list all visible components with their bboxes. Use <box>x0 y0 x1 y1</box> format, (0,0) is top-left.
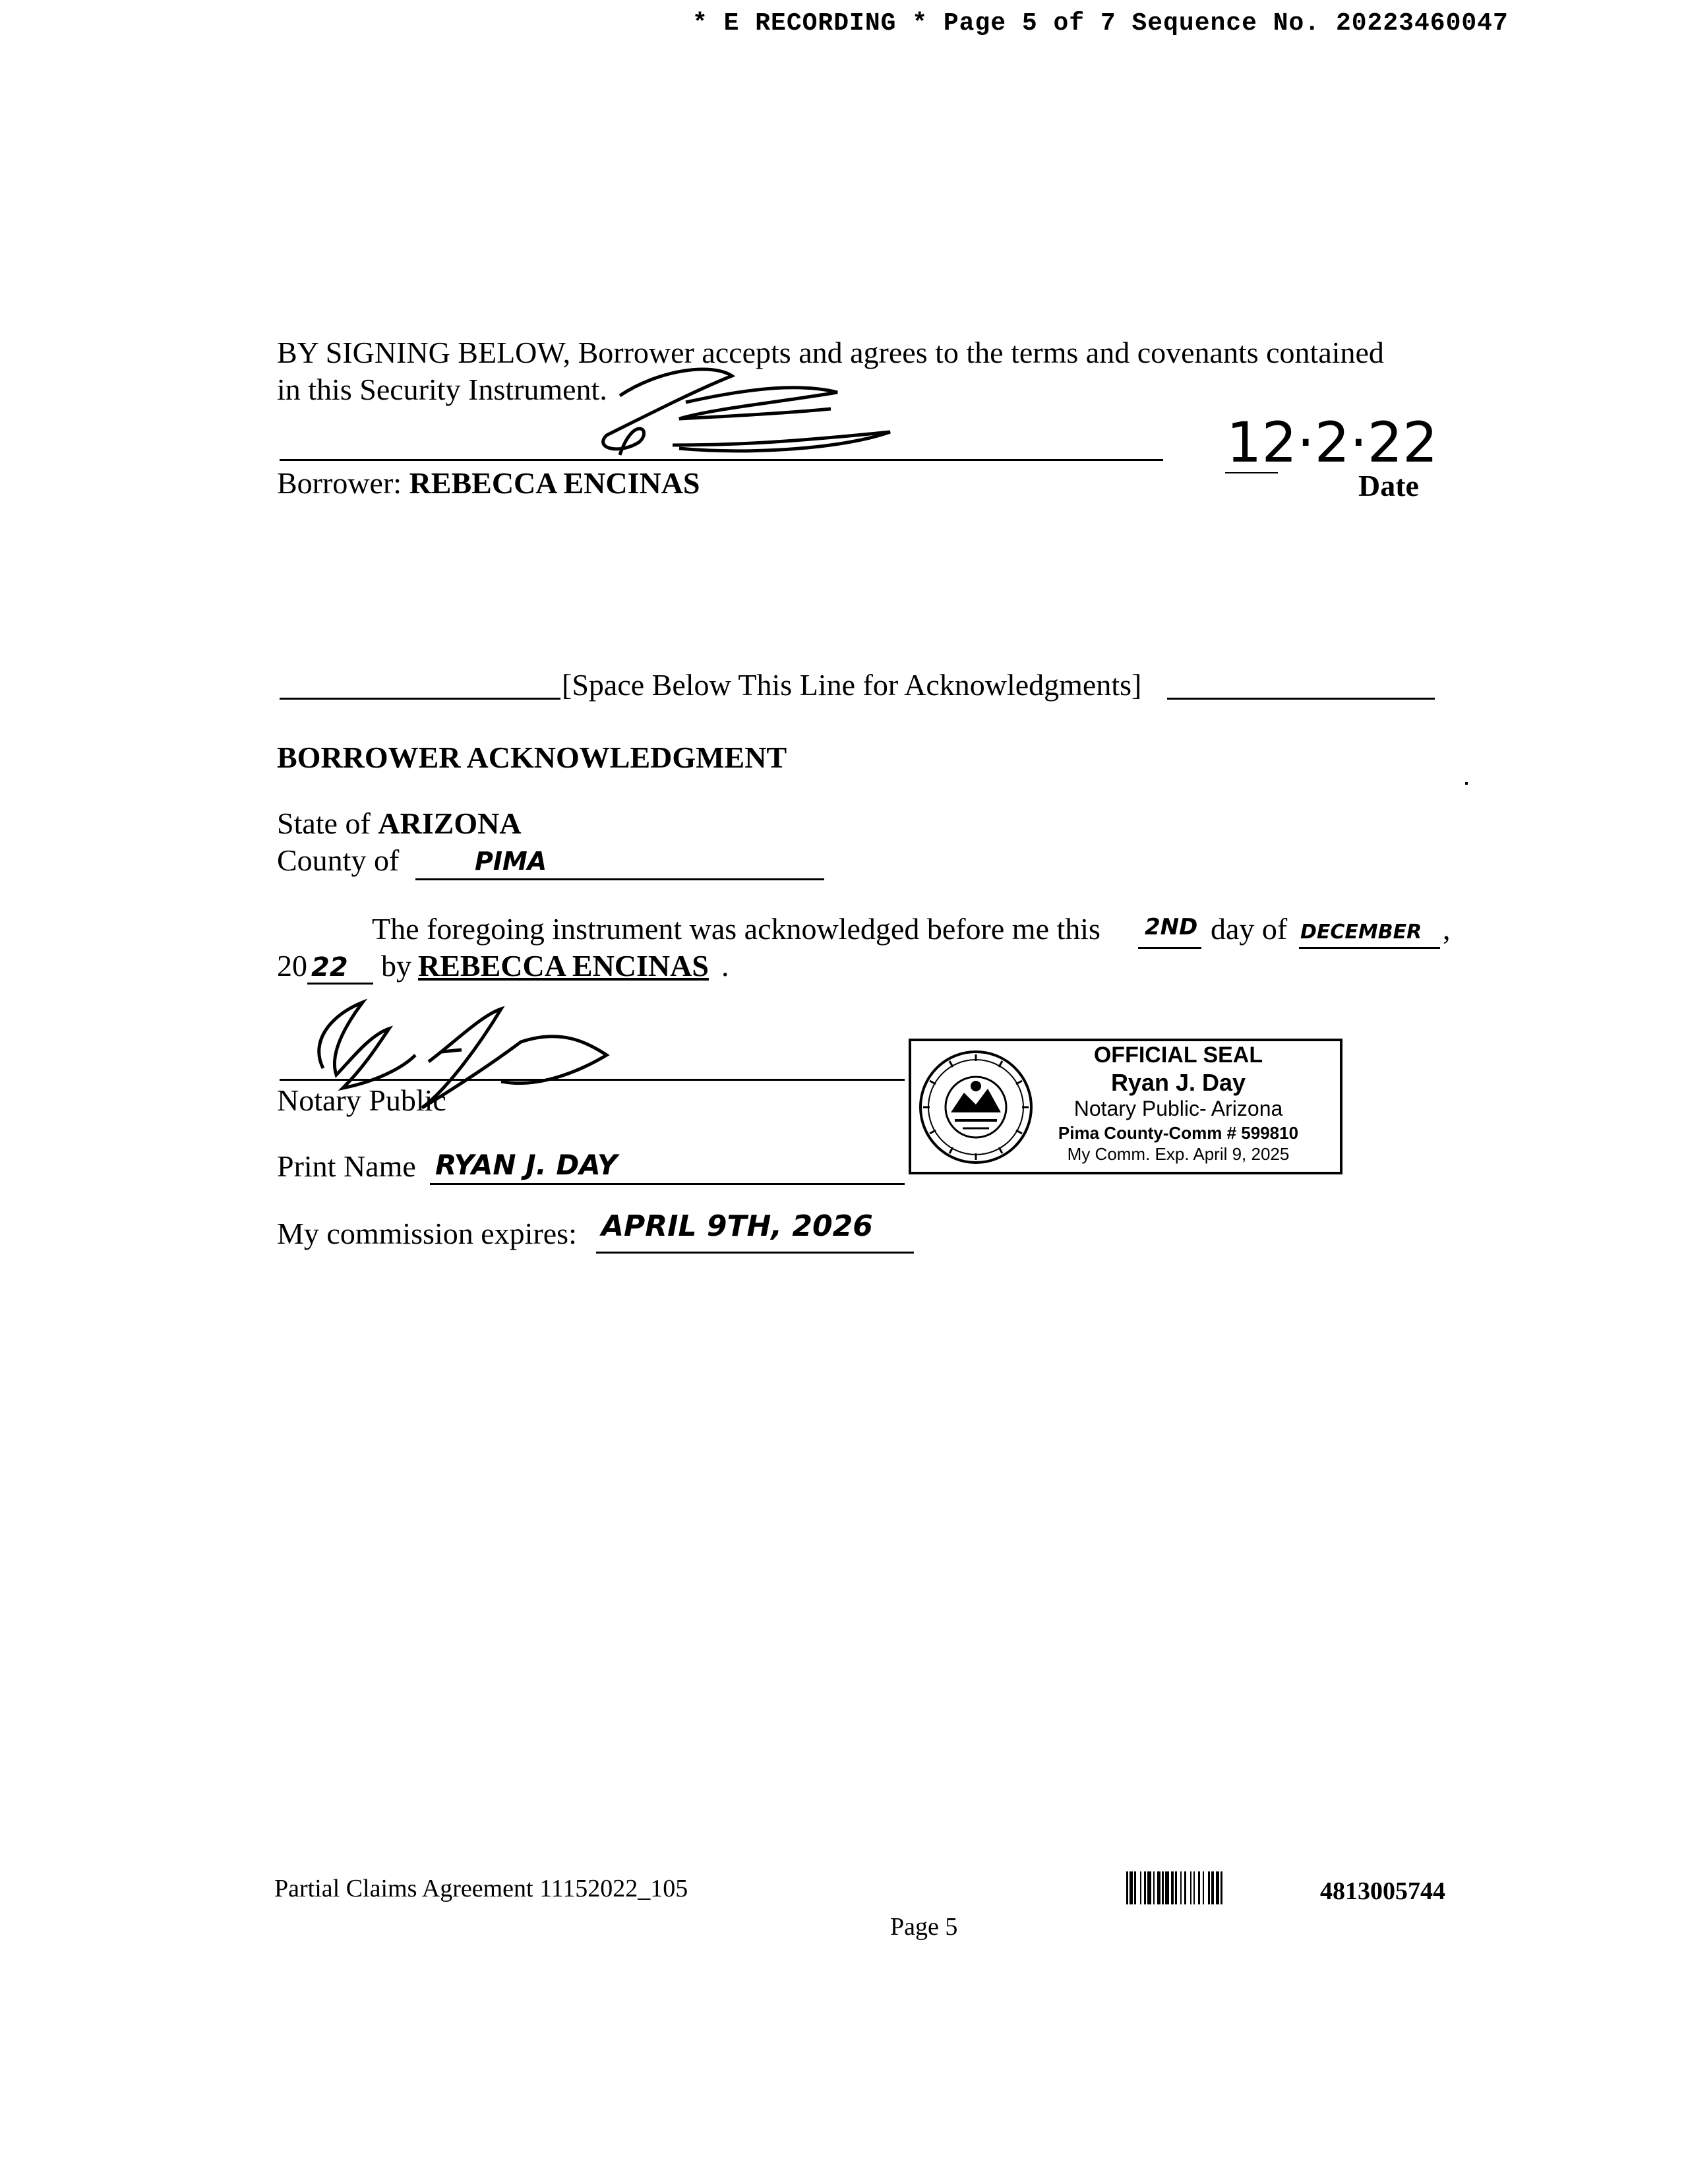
print-name-line <box>430 1183 905 1185</box>
stray-mark <box>1465 782 1468 785</box>
borrower-label-text: Borrower: <box>277 466 402 500</box>
barcode-bar <box>1203 1871 1204 1904</box>
borrower-signature <box>580 356 897 468</box>
recording-header: * E RECORDING * Page 5 of 7 Sequence No. 20223460047 <box>692 9 1509 38</box>
state-row <box>277 806 522 841</box>
barcode-bar <box>1140 1871 1141 1904</box>
seal-notary-name: Ryan J. Day <box>1110 1069 1246 1096</box>
signing-statement-line-2: in this Security Instrument. <box>277 373 607 406</box>
seal-title: OFFICIAL SEAL <box>1093 1043 1263 1068</box>
barcode-bar <box>1126 1871 1128 1904</box>
month-line <box>1299 947 1440 949</box>
month-handwritten: DECEMBER <box>1300 921 1422 944</box>
seal-commission-expiration: My Comm. Exp. April 9, 2025 <box>1067 1144 1290 1164</box>
commission-line <box>596 1252 914 1254</box>
county-line <box>415 878 824 880</box>
barcode-bar <box>1193 1871 1195 1904</box>
acknowledgment-divider: [Space Below This Line for Acknowledgments] <box>562 668 1142 702</box>
print-name-label: Print Name <box>277 1149 416 1183</box>
county-label: County of <box>277 843 400 877</box>
divider-line-right <box>1167 698 1435 700</box>
barcode-bar <box>1190 1871 1191 1904</box>
acknowledged-name: REBECCA ENCINAS <box>418 949 709 983</box>
borrower-name: REBECCA ENCINAS <box>409 466 700 500</box>
footer-document-id: Partial Claims Agreement 11152022_105 <box>274 1875 688 1902</box>
seal-county-commission: Pima County-Comm # 599810 <box>1058 1123 1299 1143</box>
state-value: ARIZONA <box>378 806 522 840</box>
barcode-bar <box>1211 1871 1214 1904</box>
barcode-bar <box>1171 1871 1174 1904</box>
barcode-bar <box>1216 1871 1219 1904</box>
notary-signature-line <box>280 1079 905 1081</box>
notary-public-label: Notary Public <box>277 1083 446 1117</box>
acknowledgment-heading: BORROWER ACKNOWLEDGMENT <box>277 741 787 774</box>
barcode-bar <box>1198 1871 1200 1904</box>
by-label: by <box>381 949 411 983</box>
footer-barcode-number: 4813005744 <box>1320 1877 1445 1905</box>
barcode-bar <box>1147 1871 1151 1904</box>
barcode-bar <box>1208 1871 1210 1904</box>
footer-barcode <box>1126 1871 1319 1904</box>
year-line <box>307 983 373 985</box>
divider-line-left <box>280 698 560 700</box>
barcode-bar <box>1134 1871 1136 1904</box>
handwritten-date: 12·2·22 <box>1226 410 1438 475</box>
seal-notary-public: Notary Public- Arizona <box>1073 1097 1283 1120</box>
commission-handwritten: APRIL 9TH, 2026 <box>601 1209 873 1243</box>
year-prefix: 20 <box>277 949 307 983</box>
barcode-bar <box>1144 1871 1146 1904</box>
date-underline <box>1225 472 1278 473</box>
print-name-handwritten: RYAN J. DAY <box>435 1149 618 1181</box>
year-handwritten: 22 <box>311 952 348 983</box>
barcode-bar <box>1130 1871 1133 1904</box>
barcode-bar <box>1162 1871 1164 1904</box>
date-label: Date <box>1358 469 1419 502</box>
county-handwritten: PIMA <box>475 847 547 876</box>
sentence-period: . <box>721 949 729 983</box>
state-label: State of <box>277 806 371 840</box>
official-seal-stamp <box>909 1039 1342 1174</box>
barcode-bar <box>1180 1871 1182 1904</box>
day-line <box>1138 947 1201 949</box>
barcode-bar <box>1153 1871 1155 1904</box>
barcode-bar <box>1184 1871 1186 1904</box>
signing-statement-line-1: BY SIGNING BELOW, Borrower accepts and agrees to the terms and covenants contained <box>277 336 1384 369</box>
sentence-comma: , <box>1443 912 1451 946</box>
barcode-bar <box>1157 1871 1160 1904</box>
barcode-bar <box>1175 1871 1177 1904</box>
borrower-label <box>277 466 700 501</box>
footer-page-number: Page 5 <box>890 1913 958 1941</box>
barcode-bar <box>1221 1871 1222 1904</box>
acknowledgment-sentence: The foregoing instrument was acknowledged before me this <box>372 912 1100 946</box>
commission-expires-label: My commission expires: <box>277 1217 577 1250</box>
barcode-bar <box>1165 1871 1169 1904</box>
day-handwritten: 2ND <box>1145 914 1198 940</box>
day-of-label: day of <box>1211 912 1288 946</box>
